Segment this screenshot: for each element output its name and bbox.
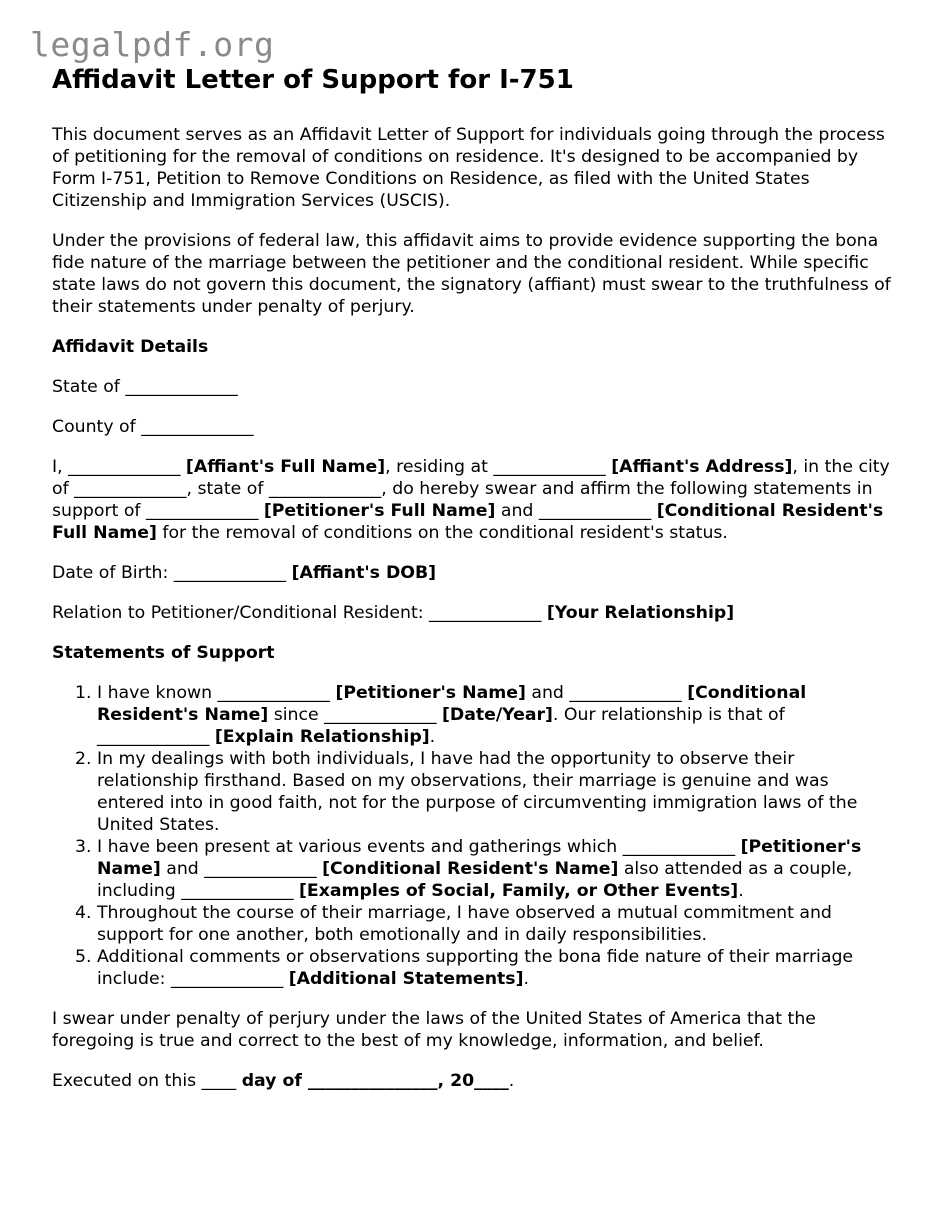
relationship-placeholder: [Explain Relationship] [214, 727, 430, 747]
statement-item [97, 946, 892, 990]
statement-text: also attended as a couple, including [97, 859, 853, 901]
statement-text: I have known [97, 683, 213, 703]
county-label: County of [52, 417, 136, 437]
examples-blank: _____________ [181, 881, 294, 901]
examples-placeholder: [Examples of Social, Family, or Other Events] [299, 881, 739, 901]
petitioner-placeholder: [Petitioner's Name] [97, 837, 862, 879]
affidavit-details-heading: Affidavit Details [52, 337, 209, 357]
petitioner-blank: _____________ [217, 683, 330, 703]
document-page [52, 62, 892, 1110]
statement-text: I have been present at various events and gatherings which [97, 837, 618, 857]
oath-text: , do hereby swear and affirm the following statements in support of [52, 479, 873, 521]
dob-line [52, 562, 892, 584]
county-line [52, 416, 892, 438]
intro-paragraph-1: This document serves as an Affidavit Letter of Support for individuals going through the process of petitioning for the removal of conditions on residence. It's designed to be accompanied by Form I-751, Petition to Remove Conditions on Residence, as filed with the United States Citizenship and Immigration Services (USCIS). [52, 125, 885, 211]
executed-line [52, 1070, 892, 1092]
oath-text: I, [52, 457, 63, 477]
resident-blank: _____________ [569, 683, 682, 703]
oath-text: for the removal of conditions on the conditional resident's status. [162, 523, 728, 543]
date-blank: _____________ [324, 705, 437, 725]
dob-label: Date of Birth: [52, 563, 169, 583]
relationship-blank: _____________ [97, 727, 210, 747]
oath-text: , in the city of [52, 457, 890, 499]
affiant-name-placeholder: [Affiant's Full Name] [185, 457, 386, 477]
perjury-oath-paragraph: I swear under penalty of perjury under the laws of the United States of America that the foregoing is true and correct to the best of my knowledge, information, and belief. [52, 1009, 816, 1051]
oath-text: , residing at [385, 457, 488, 477]
date-placeholder: [Date/Year] [441, 705, 553, 725]
state-of-blank: _____________ [268, 479, 382, 499]
petitioner-placeholder: [Petitioner's Name] [335, 683, 526, 703]
dob-blank: _____________ [173, 563, 287, 583]
executed-end: . [508, 1071, 515, 1091]
statement-text: and [166, 859, 199, 879]
oath-text: and [500, 501, 534, 521]
petitioner-full-name-blank: _____________ [146, 501, 259, 521]
executed-date-fields [242, 1071, 509, 1091]
statement-item: 2. In my dealings with both individuals, I have had the opportunity to observe their relationship firsthand. Based on my observations, their marriage is genuine and was entered into in good faith, not for the purpose of circumventing immigration laws of the United States. [97, 748, 892, 836]
affiant-address-blank: _____________ [493, 457, 606, 477]
relation-line [52, 602, 892, 624]
additional-placeholder: [Additional Statements] [288, 969, 524, 989]
intro-paragraph-2: Under the provisions of federal law, this affidavit aims to provide evidence supporting the bona fide nature of the marriage between the petitioner and the conditional resident. While specific state laws do not govern this document, the signatory (affiant) must swear to the truthfulness of their statements under penalty of perjury. [52, 231, 891, 317]
resident-full-name-placeholder: [Conditional Resident's Full Name] [52, 501, 884, 543]
statements-list [52, 682, 892, 990]
statement-text: since [273, 705, 319, 725]
statement-item: 4. Throughout the course of their marriage, I have observed a mutual commitment and support for one another, both emotionally and in daily responsibilities. [97, 902, 892, 946]
statements-heading: Statements of Support [52, 643, 275, 663]
day-blank: ____ [201, 1071, 237, 1091]
statement-text: . [429, 727, 436, 747]
month-blank: _______________ [307, 1071, 438, 1091]
day-of-label: day of [241, 1071, 302, 1091]
affiant-address-placeholder: [Affiant's Address] [611, 457, 793, 477]
additional-blank: _____________ [170, 969, 284, 989]
oath-text: , state of [186, 479, 264, 499]
statement-item [97, 682, 892, 748]
resident-placeholder: [Conditional Resident's Name] [97, 683, 807, 725]
petitioner-blank: _____________ [622, 837, 736, 857]
document-title: Affidavit Letter of Support for I-751 [52, 65, 574, 95]
year-prefix: , 20 [437, 1071, 475, 1091]
statement-text: . [738, 881, 744, 901]
statement-text: . [523, 969, 529, 989]
resident-full-name-blank: _____________ [538, 501, 652, 521]
resident-placeholder: [Conditional Resident's Name] [322, 859, 619, 879]
resident-blank: _____________ [204, 859, 317, 879]
year-blank: ____ [474, 1071, 509, 1091]
state-label: State of [52, 377, 120, 397]
petitioner-full-name-placeholder: [Petitioner's Full Name] [263, 501, 496, 521]
state-line [52, 376, 892, 398]
affiant-name-blank: _____________ [68, 457, 181, 477]
statement-text: Additional comments or observations supporting the bona fide nature of their marriage include: [97, 947, 854, 989]
county-blank: _____________ [141, 417, 254, 437]
executed-label: Executed on this [52, 1071, 197, 1091]
relation-blank: _____________ [429, 603, 542, 623]
relation-label: Relation to Petitioner/Conditional Resident: [52, 603, 424, 623]
statement-text: . Our relationship is that of [552, 705, 785, 725]
dob-placeholder: [Affiant's DOB] [291, 563, 437, 583]
city-blank: _____________ [74, 479, 187, 499]
relation-placeholder: [Your Relationship] [546, 603, 735, 623]
watermark-logo: legalpdf.org [30, 25, 275, 64]
affiant-oath-paragraph [52, 456, 892, 544]
state-blank: _____________ [125, 377, 238, 397]
statement-text: and [531, 683, 564, 703]
statement-item [97, 836, 892, 902]
